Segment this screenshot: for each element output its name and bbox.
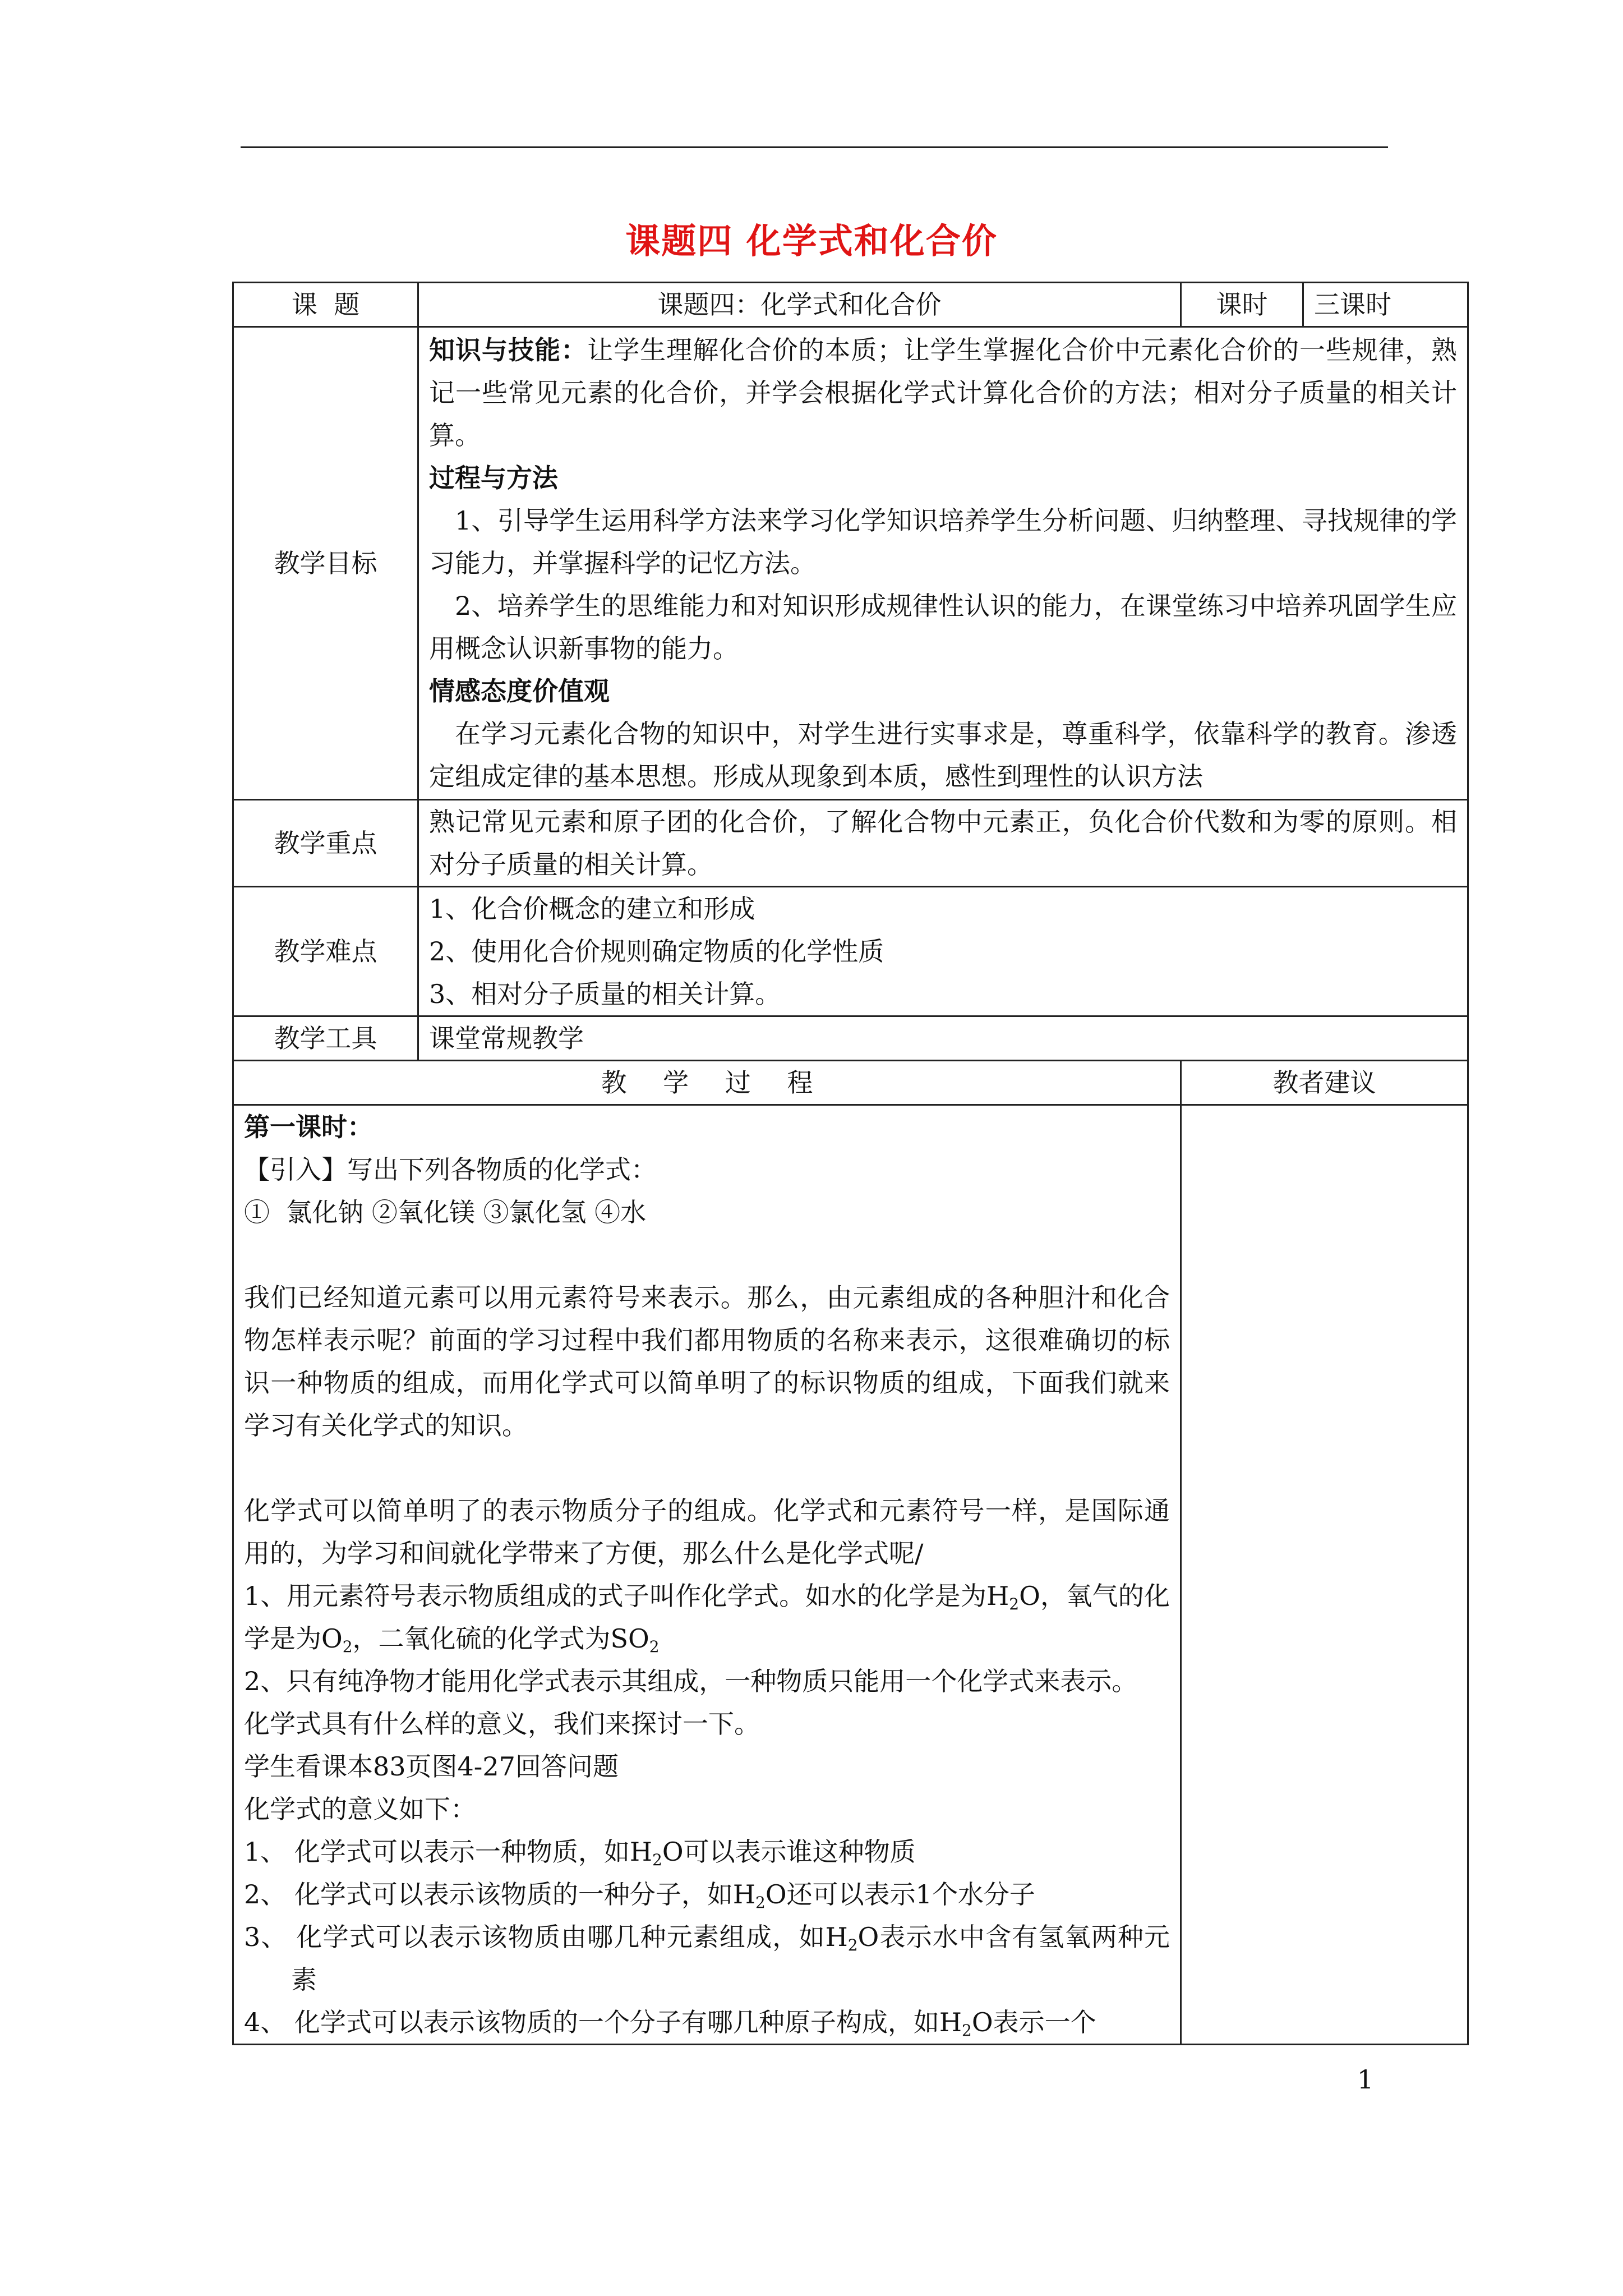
definition-1-part: ，二氧化硫的化学式为	[352, 1623, 611, 1654]
process-method-2: 2、培养学生的思维能力和对知识形成规律性认识的能力，在课堂练习中培养巩固学生应用概念认识新事物的能力。	[429, 591, 1457, 664]
objectives-label: 教学目标	[233, 327, 418, 800]
intro-text: 【引入】写出下列各物质的化学式：	[244, 1154, 657, 1185]
key-points-label: 教学重点	[233, 800, 418, 887]
definition-1-part: ，氧气的化学是为	[244, 1581, 1170, 1654]
key-points-paragraph: 熟记常见元素和原子团的化合价，了解化合物中元素正，负化合价代数和为零的原则。相对分子质量的相关计算。	[429, 807, 1457, 880]
process-method-heading: 过程与方法	[429, 463, 558, 493]
key-points-text	[418, 800, 1468, 887]
difficulty-item: 2、使用化合价规则确定物质的化学性质	[429, 936, 884, 967]
meaning-item-3: 3、 化学式可以表示该物质由哪几种元素组成，如$H_2O$表示水中含有氢氧两种元素	[244, 1922, 1170, 1995]
difficulty-item: 3、相对分子质量的相关计算。	[429, 979, 781, 1009]
page-title: 课题四 化学式和化合价	[625, 220, 998, 261]
knowledge-heading: 知识与技能：	[429, 335, 588, 365]
formula-h2o: $H_2O$	[939, 2007, 993, 2040]
process-row	[233, 1105, 1468, 2045]
formula-so2: $SO_2$	[610, 1623, 660, 1656]
tools-text: 课堂常规教学	[418, 1016, 1468, 1061]
objectives-row	[233, 327, 1468, 800]
formula-h2o: $H_2O$	[825, 1922, 879, 1954]
meaning-item-4: 4、 化学式可以表示该物质的一个分子有哪几种原子构成，如$H_2O$表示一个	[244, 2007, 1096, 2040]
lesson-heading: 第一课时：	[244, 1112, 373, 1142]
process-header-row	[233, 1061, 1468, 1105]
formula-h2o: $H_2O$	[629, 1837, 684, 1869]
topic-label: 课 题	[233, 283, 418, 327]
difficulties-row	[233, 887, 1468, 1016]
process-content	[233, 1105, 1181, 2045]
objectives-content	[418, 327, 1468, 800]
difficulties-label: 教学难点	[233, 887, 418, 1016]
knowledge-text: 让学生理解化合价的本质；让学生掌握化合价中元素化合价的一些规律，熟记一些常见元素的化合价，并学会根据化学式计算化合价的方法；相对分子质量的相关计算。	[429, 335, 1458, 450]
paragraph-1: 我们已经知道元素可以用元素符号来表示。那么，由元素组成的各种胆汁和化合物怎样表示呢？前面的学习过程中我们都用物质的名称来表示，这很难确切的标识一种物质的组成，而用化学式可以简单明了的标识物质的组成，下面我们就来学习有关化学式的知识。	[244, 1282, 1170, 1441]
definition-2: 2、只有纯净物才能用化学式表示其组成，一种物质只能用一个化学式来表示。	[244, 1666, 1138, 1696]
process-header: 教 学 过 程	[233, 1061, 1181, 1105]
meaning-heading: 化学式的意义如下：	[244, 1794, 476, 1824]
advice-content	[1181, 1105, 1468, 2045]
topic-row	[233, 283, 1468, 327]
advice-header: 教者建议	[1181, 1061, 1468, 1105]
paragraph-2: 化学式可以简单明了的表示物质分子的组成。化学式和元素符号一样，是国际通用的，为学习和间就化学带来了方便，那么什么是化学式呢/	[244, 1496, 1170, 1568]
topic-value: 课题四：化学式和化合价	[418, 283, 1181, 327]
tools-label: 教学工具	[233, 1016, 418, 1061]
formula-h2o: $H_2O$	[732, 1879, 787, 1912]
hours-label: 课时	[1181, 283, 1303, 327]
emotion-text: 在学习元素化合物的知识中，对学生进行实事求是，尊重科学，依靠科学的教育。渗透定组成定律的基本思想。形成从现象到本质，感性到理性的认识方法	[429, 719, 1457, 792]
lesson-plan-table	[232, 282, 1469, 2045]
page-number: 1	[1357, 2064, 1374, 2095]
emotion-heading: 情感态度价值观	[429, 676, 610, 706]
spacer	[244, 1447, 1170, 1489]
formula-o2: $O_2$	[321, 1623, 353, 1656]
meaning-item-1: 1、 化学式可以表示一种物质，如$H_2O$可以表示谁这种物质	[244, 1837, 916, 1869]
question-text: 化学式具有什么样的意义，我们来探讨一下。	[244, 1709, 760, 1739]
header-rule	[241, 146, 1388, 148]
formula-h2o: $H_2O$	[986, 1581, 1040, 1613]
process-method-1: 1、引导学生运用科学方法来学习化学知识培养学生分析问题、归纳整理、寻找规律的学习能力，并掌握科学的记忆方法。	[429, 505, 1457, 578]
difficulty-item: 1、化合价概念的建立和形成	[429, 894, 755, 924]
meaning-item-2: 2、 化学式可以表示该物质的一种分子，如$H_2O$还可以表示1个水分子	[244, 1879, 1035, 1912]
reading-task: 学生看课本83页图4-27回答问题	[244, 1751, 619, 1782]
spacer	[244, 1234, 1170, 1276]
definition-1-part: 1、用元素符号表示物质组成的式子叫作化学式。如水的化学是为	[244, 1581, 987, 1611]
difficulties-content	[418, 887, 1468, 1016]
key-points-row	[233, 800, 1468, 887]
hours-value: 三课时	[1303, 283, 1468, 327]
substances-list: ① 氯化钠 ②氧化镁 ③氯化氢 ④水	[244, 1197, 647, 1227]
definition-1	[244, 1575, 1170, 1660]
tools-row	[233, 1016, 1468, 1061]
